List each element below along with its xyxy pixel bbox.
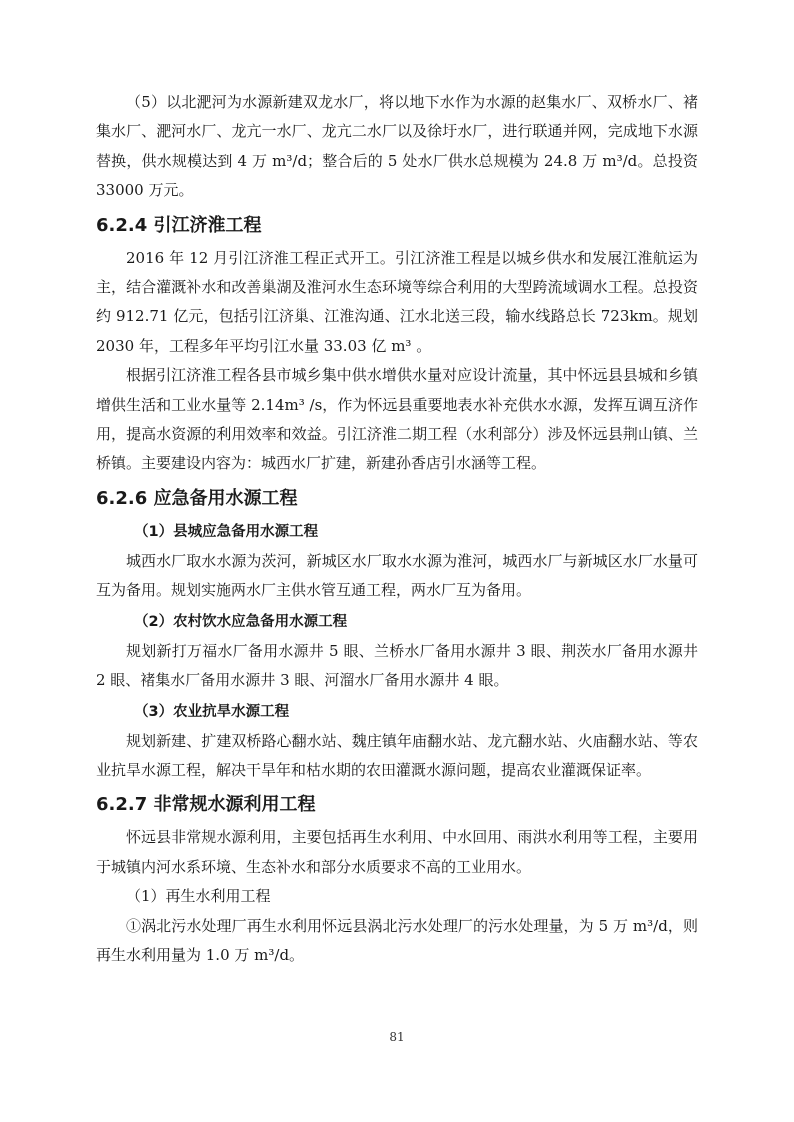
subheading-county-backup: （1）县城应急备用水源工程 [134,523,319,540]
subheading-reclaimed-water: （1）再生水利用工程 [126,887,271,906]
paragraph-yinjiang-intro: 2016 年 12 月引江济淮工程正式开工。引江济淮工程是以城乡供水和发展江淮航运为主，结合灌溉补水和改善巢湖及淮河水生态环境等综合利用的大型跨流域调水工程。总投资约 912.71 亿元，包括引江济巢、江淮沟通、江水北送三段，输水线路总长 723km。规划 2030 年，工程多年平均引江水量 33.03 亿 m³ 。 [96,248,698,355]
page-number: 81 [389,1030,405,1044]
paragraph-reclaimed-water: ①涡北污水处理厂再生水利用怀远县涡北污水处理厂的污水处理量，为 5 万 m³/d，则再生水利用量为 1.0 万 m³/d。 [96,916,698,964]
paragraph-county-backup: 城西水厂取水水源为茨河，新城区水厂取水水源为淮河，城西水厂与新城区水厂水量可互为备用。规划实施两水厂主供水管互通工程，两水厂互为备用。 [96,551,698,600]
paragraph-shuanglong-plant: （5）以北淝河为水源新建双龙水厂，将以地下水作为水源的赵集水厂、双桥水厂、褚集水厂、淝河水厂、龙亢一水厂、龙亢二水厂以及徐圩水厂，进行联通并网，完成地下水源替换，供水规模达到 4 万 m³/d；整合后的 5 处水厂供水总规模为 24.8 万 m³/d。总投资 33000 万元。 [96,93,698,200]
heading-6-2-6: 6.2.6 应急备用水源工程 [96,487,298,509]
paragraph-rural-backup: 规划新打万福水厂备用水源井 5 眼、兰桥水厂备用水源井 3 眼、荆茨水厂备用水源井 2 眼、褚集水厂备用水源井 3 眼、河溜水厂备用水源井 4 眼。 [96,641,698,690]
document-body [96,88,698,970]
paragraph-drought-relief: 规划新建、扩建双桥路心翻水站、魏庄镇年庙翻水站、龙亢翻水站、火庙翻水站、等农业抗旱水源工程，解决干旱年和枯水期的农田灌溉水源问题，提高农业灌溉保证率。 [96,731,698,779]
heading-6-2-4: 6.2.4 引江济淮工程 [96,214,262,236]
paragraph-yinjiang-supply: 根据引江济淮工程各县市城乡集中供水增供水量对应设计流量，其中怀远县县城和乡镇增供生活和工业水量等 2.14m³ /s，作为怀远县重要地表水补充供水水源，发挥互调互济作用，提高水资源的利用效率和效益。引江济淮二期工程（水利部分）涉及怀远县荆山镇、兰桥镇。主要建设内容为：城西水厂扩建，新建孙香店引水涵等工程。 [96,366,698,473]
subheading-drought-relief: （3）农业抗旱水源工程 [134,703,290,720]
heading-6-2-7: 6.2.7 非常规水源利用工程 [96,794,316,816]
subheading-rural-backup: （2）农村饮水应急备用水源工程 [134,613,348,630]
paragraph-unconventional-intro: 怀远县非常规水源利用，主要包括再生水利用、中水回用、雨洪水利用等工程，主要用于城镇内河水系环境、生态补水和部分水质要求不高的工业用水。 [96,828,698,876]
